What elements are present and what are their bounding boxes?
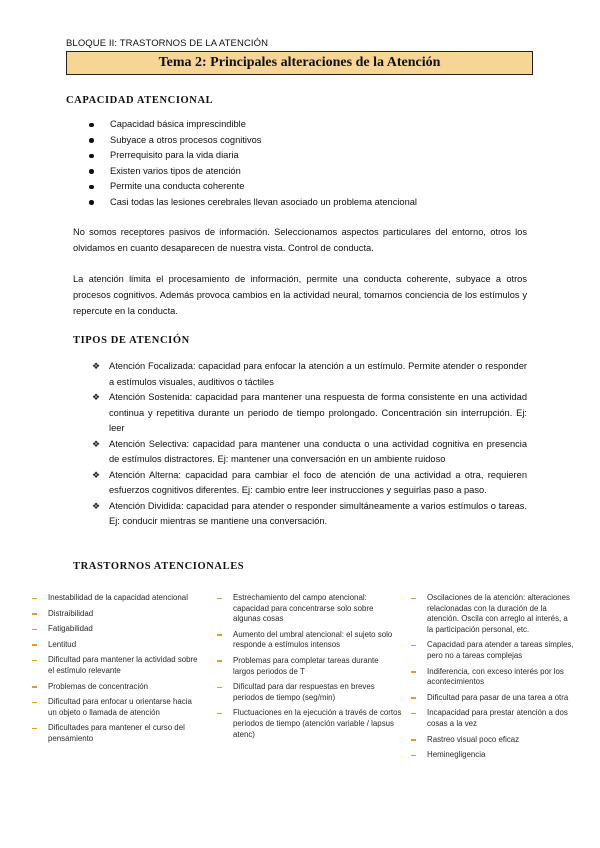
dash-bullet-icon bbox=[217, 634, 222, 636]
dash-bullet-icon bbox=[217, 713, 222, 715]
list-item: Casi todas las lesiones cerebrales llevan asociado un problema atencional bbox=[88, 195, 417, 211]
dash-bullet-icon bbox=[217, 598, 222, 600]
list-item: Dificultad para dar respuestas en breves periodos de tiempo (seg/min) bbox=[217, 682, 402, 703]
list-item: ❖ Atención Alterna: capacidad para cambiar el foco de atención de una actividad a otra, requieren esfuerzos cognitivos diferentes. Ej: cambio entre leer instrucciones y seguirlas paso a paso. bbox=[92, 469, 527, 495]
list-item: Oscilaciones de la atención: alteraciones relacionadas con la duración de la atención. Oscila con arreglo al interés, a la participación personal, etc. bbox=[411, 593, 576, 635]
dash-bullet-icon bbox=[411, 697, 416, 699]
diamond-bullet-icon: ❖ bbox=[92, 438, 101, 449]
trastornos-column-2 bbox=[217, 593, 402, 745]
list-item: Lentitud bbox=[32, 640, 202, 651]
trastornos-heading: TRASTORNOS ATENCIONALES bbox=[73, 561, 245, 572]
dash-bullet-icon bbox=[32, 613, 37, 615]
dash-bullet-icon bbox=[32, 644, 37, 646]
dash-bullet-icon bbox=[411, 598, 416, 600]
list-item: Aumento del umbral atencional: el sujeto solo responde a estímulos intensos bbox=[217, 630, 402, 651]
list-item: Dificultades para mantener el curso del pensamiento bbox=[32, 723, 202, 744]
topic-title: Tema 2: Principales alteraciones de la Atención bbox=[158, 55, 441, 70]
dash-bullet-icon bbox=[32, 702, 37, 704]
bullet-icon bbox=[89, 185, 94, 190]
list-item: ❖ Atención Focalizada: capacidad para enfocar la atención a un estímulo. Permite atender o responder a estímulos visuales, auditivos o táctiles bbox=[92, 361, 527, 387]
dash-bullet-icon bbox=[32, 660, 37, 662]
bullet-icon bbox=[89, 154, 94, 159]
dash-bullet-icon bbox=[217, 687, 222, 689]
list-item: Capacidad básica imprescindible bbox=[88, 117, 417, 133]
list-item: Distraibilidad bbox=[32, 609, 202, 620]
tipos-list bbox=[92, 359, 527, 530]
dash-bullet-icon bbox=[411, 671, 416, 673]
trastornos-column-3 bbox=[411, 593, 576, 766]
list-item: Rastreo visual poco eficaz bbox=[411, 735, 576, 746]
bullet-icon bbox=[89, 138, 94, 143]
dash-bullet-icon bbox=[411, 739, 416, 741]
bullet-icon bbox=[89, 169, 94, 174]
list-item: ❖ Atención Sostenida: capacidad para mantener una respuesta de forma consistente en una actividad continua y repetitiva durante un periodo de tiempo prolongado. Concentración sin interrupción. Ej: leer bbox=[92, 392, 527, 433]
paragraph-atencion-limita: La atención limita el procesamiento de información, permite una conducta coherente, subyace a otros procesos cognitivos. Además provoca cambios en la actividad neural, tomamos conciencia de los estímulos y repercute en la conducta. bbox=[73, 274, 527, 316]
block-title: BLOQUE II: TRASTORNOS DE LA ATENCIÓN bbox=[66, 38, 269, 49]
topic-title-banner bbox=[66, 51, 533, 75]
dash-bullet-icon bbox=[411, 645, 416, 647]
diamond-bullet-icon: ❖ bbox=[92, 500, 101, 511]
list-item: Dificultad para mantener la actividad sobre el estímulo relevante bbox=[32, 655, 202, 676]
list-item: Permite una conducta coherente bbox=[88, 179, 417, 195]
dash-bullet-icon bbox=[32, 629, 37, 631]
list-item: Problemas para completar tareas durante largos periodos de T bbox=[217, 656, 402, 677]
bullet-icon bbox=[89, 200, 94, 205]
trastornos-column-1 bbox=[32, 593, 202, 750]
paragraph-receptores: No somos receptores pasivos de información. Seleccionamos aspectos particulares del entorno, otros los olvidamos en cuanto desaparecen de nuestra vista. Control de conducta. bbox=[73, 227, 527, 253]
list-item: Indiferencia, con exceso interés por los acontecimientos bbox=[411, 667, 576, 688]
diamond-bullet-icon: ❖ bbox=[92, 392, 101, 402]
list-item: Existen varios tipos de atención bbox=[88, 164, 417, 180]
list-item: Fatigabilidad bbox=[32, 624, 202, 635]
capacidad-list bbox=[88, 117, 417, 210]
list-item: Heminegligencia bbox=[411, 750, 576, 761]
dash-bullet-icon bbox=[217, 660, 222, 662]
list-item: ❖ Atención Selectiva: capacidad para mantener una conducta o una actividad cognitiva en presencia de estímulos distractores. Ej: mantener una conversación en un ambiente ruidoso bbox=[92, 438, 527, 464]
dash-bullet-icon bbox=[411, 713, 416, 715]
list-item: Fluctuaciones en la ejecución a través de cortos periodos de tiempo (atención variable / lapsus atenc) bbox=[217, 708, 402, 740]
bullet-icon bbox=[89, 123, 94, 128]
dash-bullet-icon bbox=[32, 598, 37, 600]
dash-bullet-icon bbox=[32, 728, 37, 730]
list-item: Inestabilidad de la capacidad atencional bbox=[32, 593, 202, 604]
diamond-bullet-icon: ❖ bbox=[92, 469, 101, 480]
diamond-bullet-icon: ❖ bbox=[92, 361, 101, 371]
list-item: Incapacidad para prestar atención a dos cosas a la vez bbox=[411, 708, 576, 729]
list-item: Dificultad para pasar de una tarea a otra bbox=[411, 693, 576, 704]
list-item: Prerrequisito para la vida diaria bbox=[88, 148, 417, 164]
dash-bullet-icon bbox=[411, 755, 416, 757]
list-item: Estrechamiento del campo atencional: capacidad para concentrarse solo sobre algunas cosas bbox=[217, 593, 402, 625]
list-item: Subyace a otros procesos cognitivos bbox=[88, 133, 417, 149]
list-item: ❖ Atención Dividida: capacidad para atender o responder simultáneamente a varios estímulos o tareas. Ej: conducir mientras se mantiene una conversación. bbox=[92, 500, 527, 526]
list-item: Problemas de concentración bbox=[32, 682, 202, 693]
list-item: Dificultad para enfocar u orientarse hacia un objeto o llamada de atención bbox=[32, 697, 202, 718]
list-item: Capacidad para atender a tareas simples, pero no a tareas complejas bbox=[411, 640, 576, 661]
capacidad-heading: CAPACIDAD ATENCIONAL bbox=[66, 95, 214, 106]
tipos-heading: TIPOS DE ATENCIÓN bbox=[73, 335, 190, 346]
dash-bullet-icon bbox=[32, 686, 37, 688]
